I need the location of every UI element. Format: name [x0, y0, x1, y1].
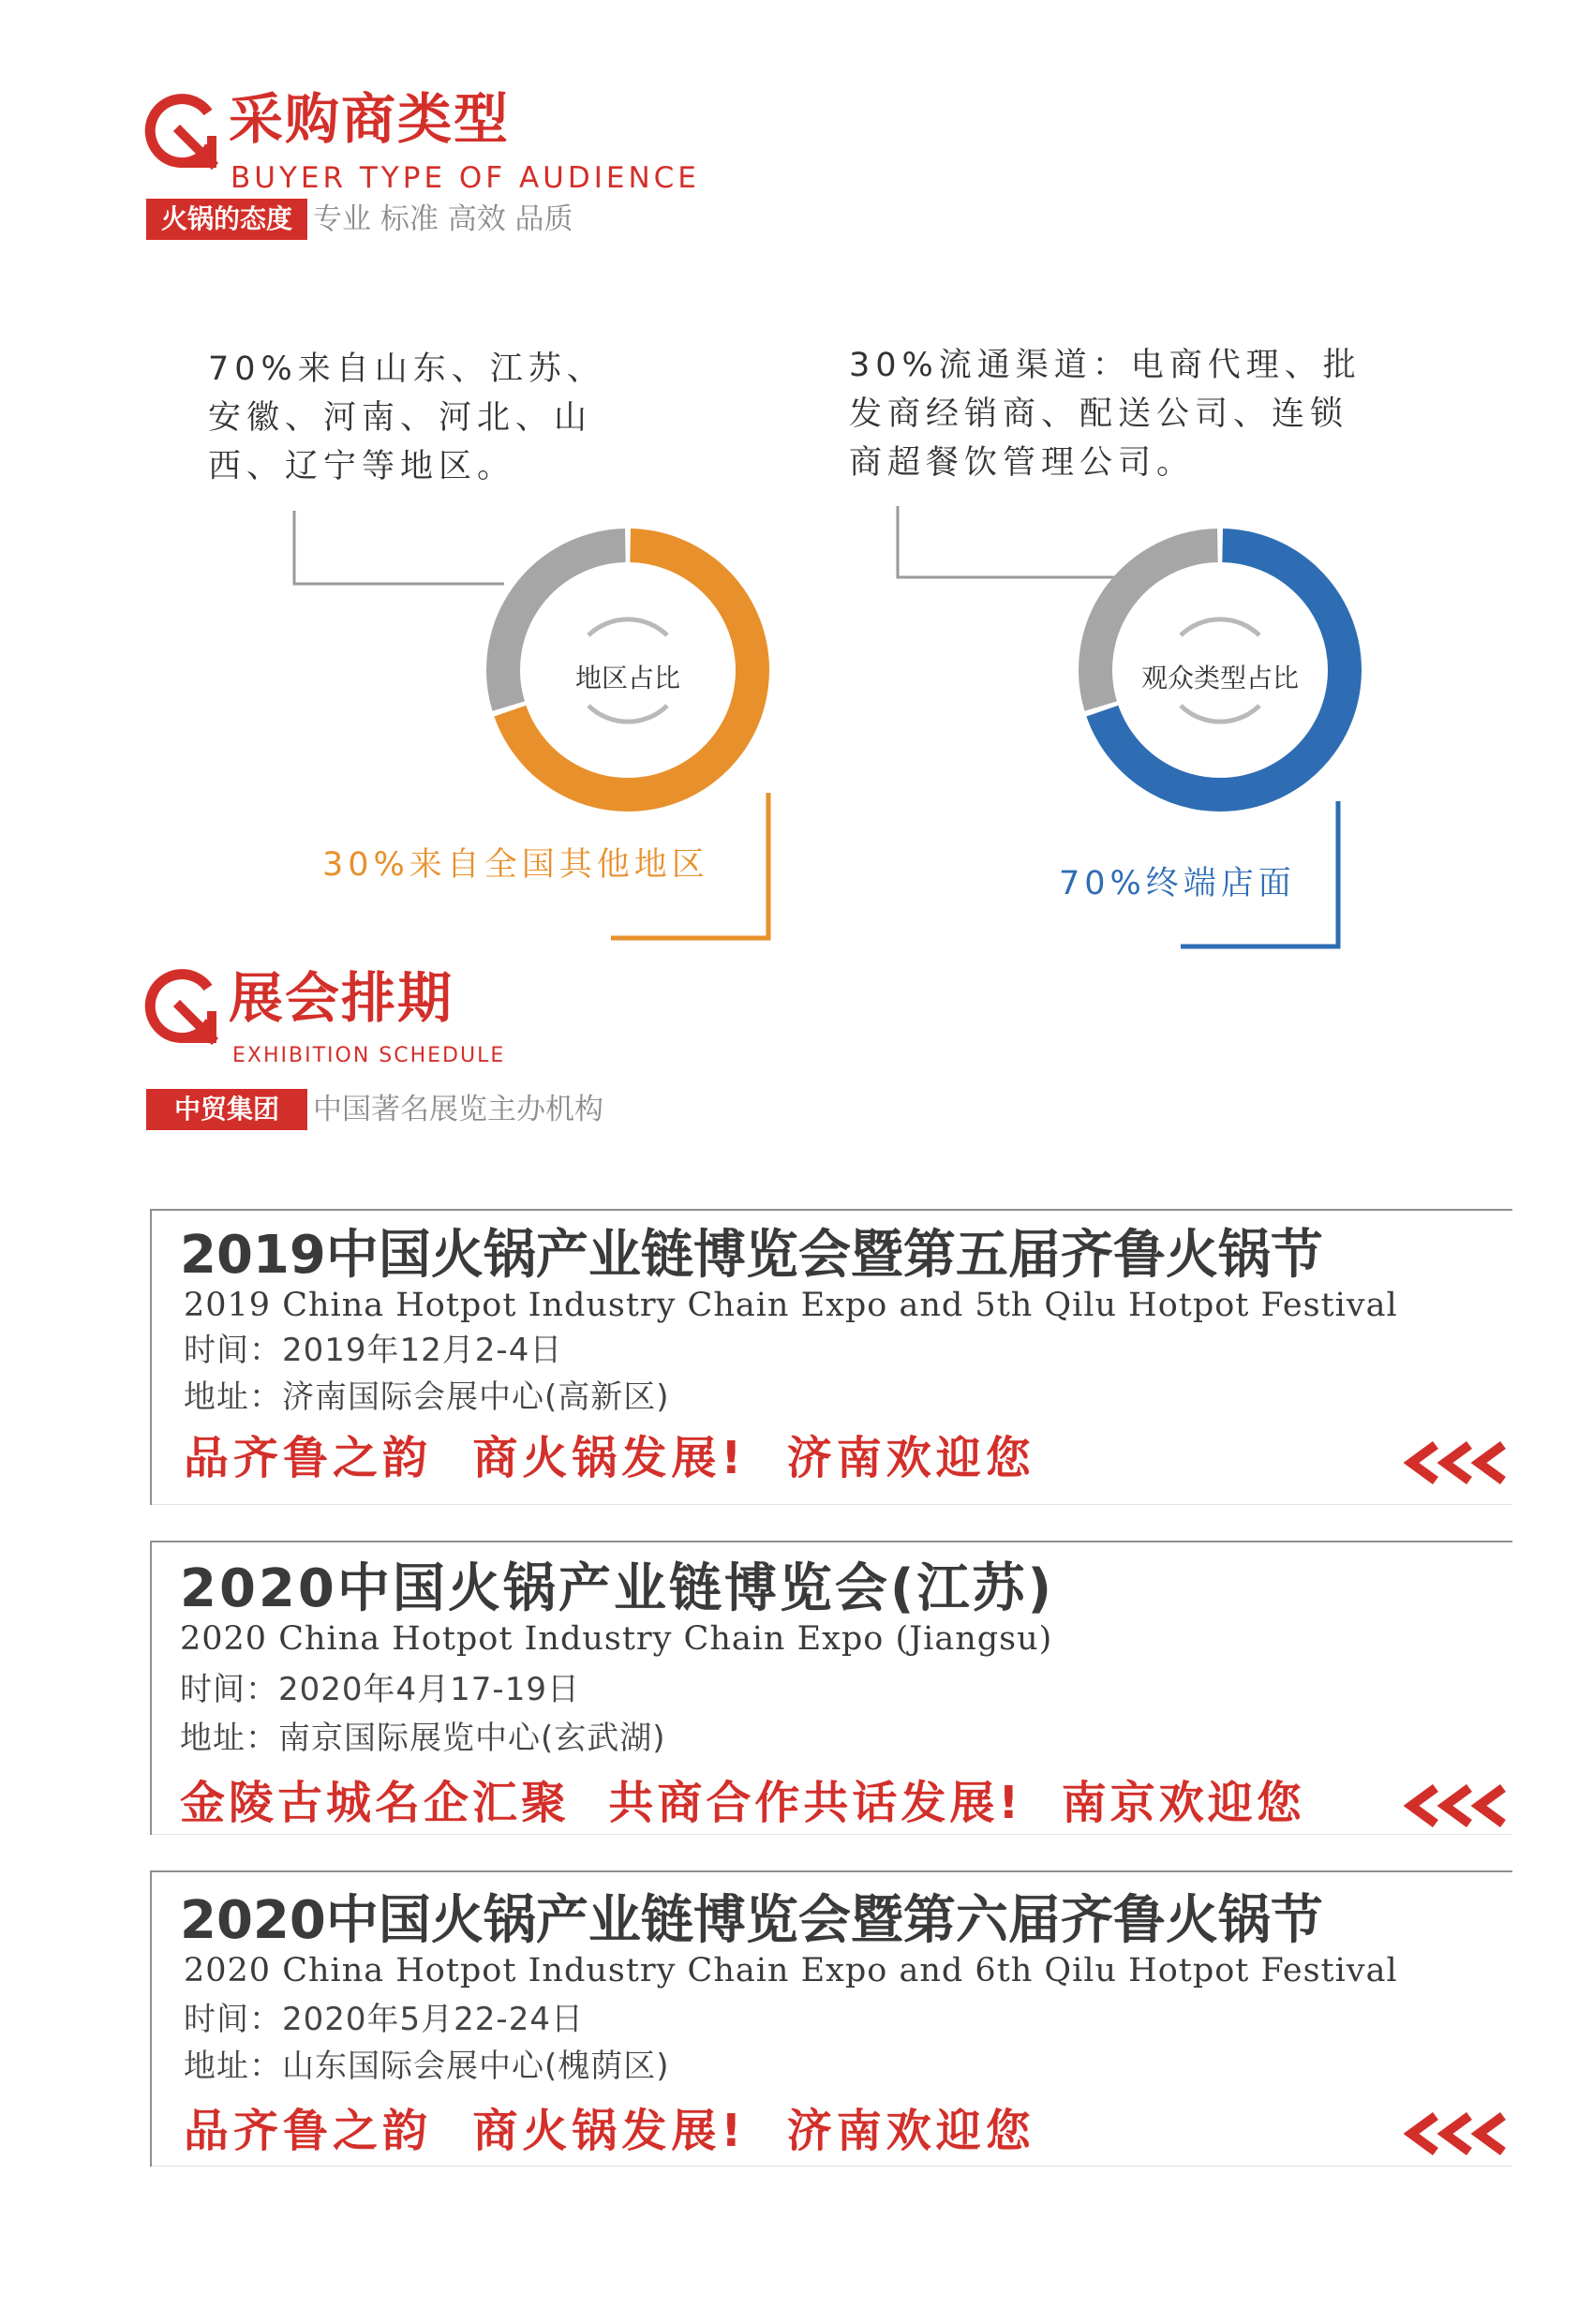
- event-address: 地址：济南国际会展中心(高新区): [184, 1378, 670, 1416]
- event-card: [150, 1541, 1512, 1835]
- region-description: [208, 345, 605, 491]
- audience-description: [849, 341, 1362, 487]
- audience-description-line: 30%流通渠道：电商代理、批: [849, 347, 1362, 384]
- event-address: 地址：山东国际会展中心(槐荫区): [184, 2048, 670, 2085]
- region-description-line: 70%来自山东、江苏、: [208, 350, 605, 388]
- schedule-section-subtitle: EXHIBITION SCHEDULE: [232, 1044, 506, 1067]
- event-title: 2020中国火锅产业链博览会暨第六届齐鲁火锅节: [180, 1890, 1323, 1951]
- event-time: 时间：2020年4月17-19日: [180, 1671, 580, 1708]
- event-slogan: 品齐鲁之韵 商火锅发展! 济南欢迎您: [184, 2105, 1035, 2157]
- event-card: [150, 1870, 1512, 2167]
- chevrons-left-icon: [1404, 1784, 1512, 1827]
- center-arc-top: [1181, 619, 1259, 635]
- event-time: 时间：2019年12月2-4日: [184, 1332, 563, 1369]
- audience-highlight-label: 70%终端店面: [1059, 865, 1296, 902]
- buyer-section-subtitle: BUYER TYPE OF AUDIENCE: [231, 161, 700, 195]
- audience-description-line: 商超餐饮管理公司。: [849, 444, 1196, 482]
- buyer-section-tag: 火锅的态度: [146, 199, 307, 240]
- center-arc-bottom: [588, 706, 667, 722]
- event-card: [150, 1209, 1512, 1505]
- event-time: 时间：2020年5月22-24日: [184, 2001, 584, 2038]
- audience-highlight-bracket: [1181, 801, 1342, 951]
- region-leader-line: [290, 511, 506, 586]
- card-divider: [152, 2166, 1512, 2167]
- region-description-line: 西、辽宁等地区。: [208, 448, 516, 485]
- region-highlight-label: 30%来自全国其他地区: [322, 846, 709, 884]
- event-title-en: 2020 China Hotpot Industry Chain Expo (Jiangsu): [180, 1620, 1053, 1658]
- region-center-label: 地区占比: [574, 663, 680, 693]
- center-arc-top: [588, 619, 667, 635]
- audience-description-line: 发商经销商、配送公司、连锁: [849, 395, 1349, 433]
- event-address: 地址：南京国际展览中心(玄武湖): [180, 1720, 666, 1757]
- region-highlight-bracket: [611, 793, 772, 943]
- event-slogan: 金陵古城名企汇聚 共商合作共话发展! 南京欢迎您: [180, 1777, 1305, 1829]
- event-title: 2019中国火锅产业链博览会暨第五届齐鲁火锅节: [180, 1225, 1323, 1286]
- schedule-section-title: 展会排期: [229, 966, 454, 1030]
- card-divider: [152, 1504, 1512, 1505]
- circular-arrow-icon: [142, 967, 223, 1048]
- event-title-en: 2019 China Hotpot Industry Chain Expo and 5th Qilu Hotpot Festival: [184, 1287, 1398, 1324]
- event-title: 2020中国火锅产业链博览会(江苏): [180, 1558, 1055, 1619]
- buyer-section-title: 采购商类型: [229, 87, 511, 151]
- circular-arrow-icon: [142, 92, 223, 172]
- event-title-en: 2020 China Hotpot Industry Chain Expo and 6th Qilu Hotpot Festival: [184, 1952, 1398, 1989]
- card-divider: [152, 1834, 1512, 1835]
- schedule-section-tagline: 中国著名展览主办机构: [313, 1093, 603, 1126]
- audience-center-label: 观众类型占比: [1140, 663, 1299, 693]
- chevrons-left-icon: [1404, 1441, 1512, 1484]
- region-description-line: 安徽、河南、河北、山: [208, 399, 593, 437]
- center-arc-bottom: [1181, 706, 1259, 722]
- buyer-section-tagline: 专业 标准 高效 品质: [313, 202, 573, 236]
- chevrons-left-icon: [1404, 2112, 1512, 2155]
- schedule-section-tag: 中贸集团: [146, 1089, 307, 1130]
- event-slogan: 品齐鲁之韵 商火锅发展! 济南欢迎您: [184, 1432, 1035, 1484]
